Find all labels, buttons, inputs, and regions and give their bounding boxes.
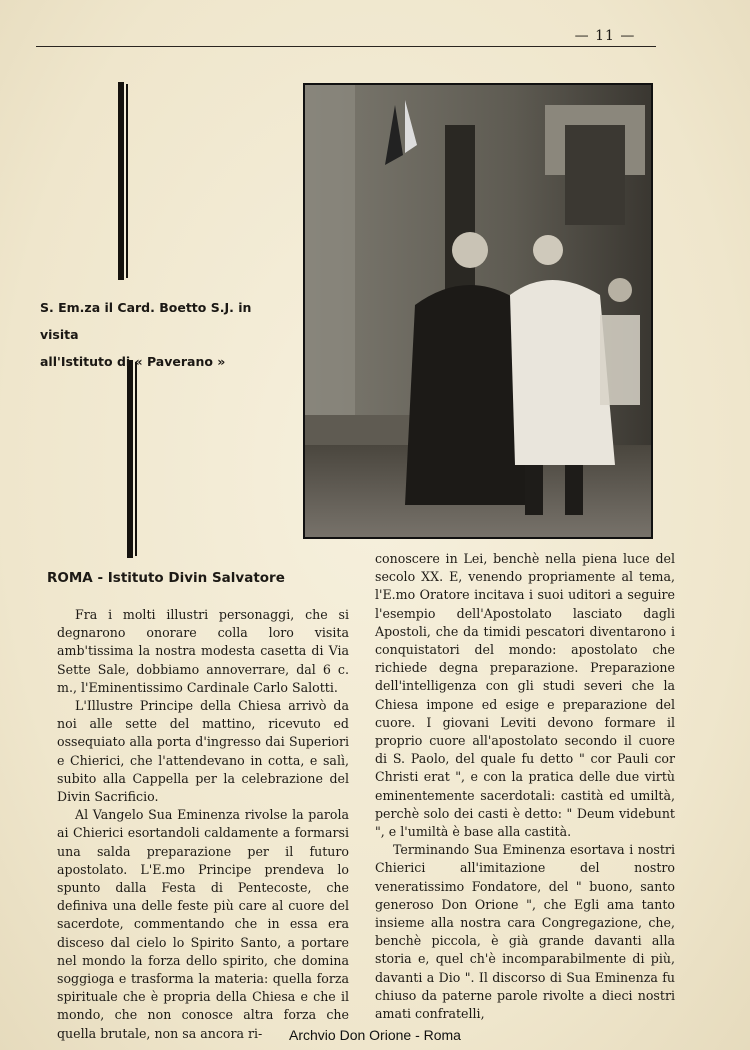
- article-column-left: [57, 606, 349, 1043]
- caption-line-1: S. Em.za il Card. Boetto S.J. in visita: [40, 300, 252, 342]
- decorative-bar-top: [118, 82, 124, 280]
- caption-line-2: all'Istituto di « Paverano »: [40, 354, 226, 369]
- decorative-bar-bottom: [127, 360, 133, 558]
- paragraph: Al Vangelo Sua Eminenza rivolse la parola ai Chierici esortandoli caldamente a formarsi una salda preparazione per il futuro apostolato. L'E.mo Principe prendeva lo spunto dalla Festa di Pentecoste, che definiva una delle feste più care al cuore del sacerdote, commentando che in essa era disceso dal cielo lo Spirito Santo, a portare nel mondo la forza dello spirito, che domina soggioga e trasforma la materia: quella forza spirituale che è propria della Chiesa e che il mondo, che non conosce altra forza che quella brutale, non sa ancora ri-: [57, 807, 349, 1041]
- article-title: ROMA - Istituto Divin Salvatore: [47, 570, 285, 586]
- paragraph: Terminando Sua Eminenza esortava i nostri Chierici all'imitazione del nostro veneratissimo Fondatore, del " buono, santo generoso Don Orione ", che Egli ama tanto insieme alla nostra cara Congregazione, che, benchè piccola, è già grande davanti alla storia e, quel ch'è incomparabilmente di più, davanti a Dio ". Il discorso di Sua Eminenza fu chiuso da paterne parole rivolte a dieci nostri amati confratelli,: [375, 842, 675, 1022]
- header-rule: [36, 46, 656, 47]
- photo-icon: [305, 85, 651, 537]
- article-column-right: [375, 550, 675, 1023]
- photo-caption: [40, 294, 290, 375]
- page-number: — 11 —: [574, 28, 636, 44]
- paragraph: L'Illustre Principe della Chiesa arrivò da noi alle sette del mattino, ricevuto ed ossequiato alla porta d'ingresso dai Superiori e Chierici, che l'attendevano in cotta, e salì, subito alla Cappella per la celebrazione del Divin Sacrificio.: [57, 698, 349, 805]
- paragraph: Fra i molti illustri personaggi, che si degnarono onorare colla loro visita amb'tissima la nostra modesta casetta di Via Sette Sale, dobbiamo annoverrare, dal 6 c. m., l'Eminentissimo Cardinale Carlo Salotti.: [57, 607, 349, 695]
- archive-footer: Archvio Don Orione - Roma: [289, 1027, 461, 1043]
- photograph: [303, 83, 653, 539]
- paragraph: conoscere in Lei, benchè nella piena luce del secolo XX. E, venendo propriamente al tema, l'E.mo Oratore incitava i suoi uditori a seguire l'esempio dell'Apostolato lasciato dagli Apostoli, che da timidi pescatori diventarono i conquistatori del mondo: apostolato che richiede degna preparazione. Preparazione dell'intelligenza con gli studi severi che la Chiesa impone ed esige e preparazione del cuore. I giovani Leviti devono formare il proprio cuore all'apostolato secondo il cuore di S. Paolo, del quale fu detto " cor Pauli cor Christi erat ", e con la pratica delle due virtù eminentemente sacerdotali: castità ed umiltà, perchè solo dei casti è detto: " Deum videbunt ", e l'umiltà è base alla castità.: [375, 551, 675, 840]
